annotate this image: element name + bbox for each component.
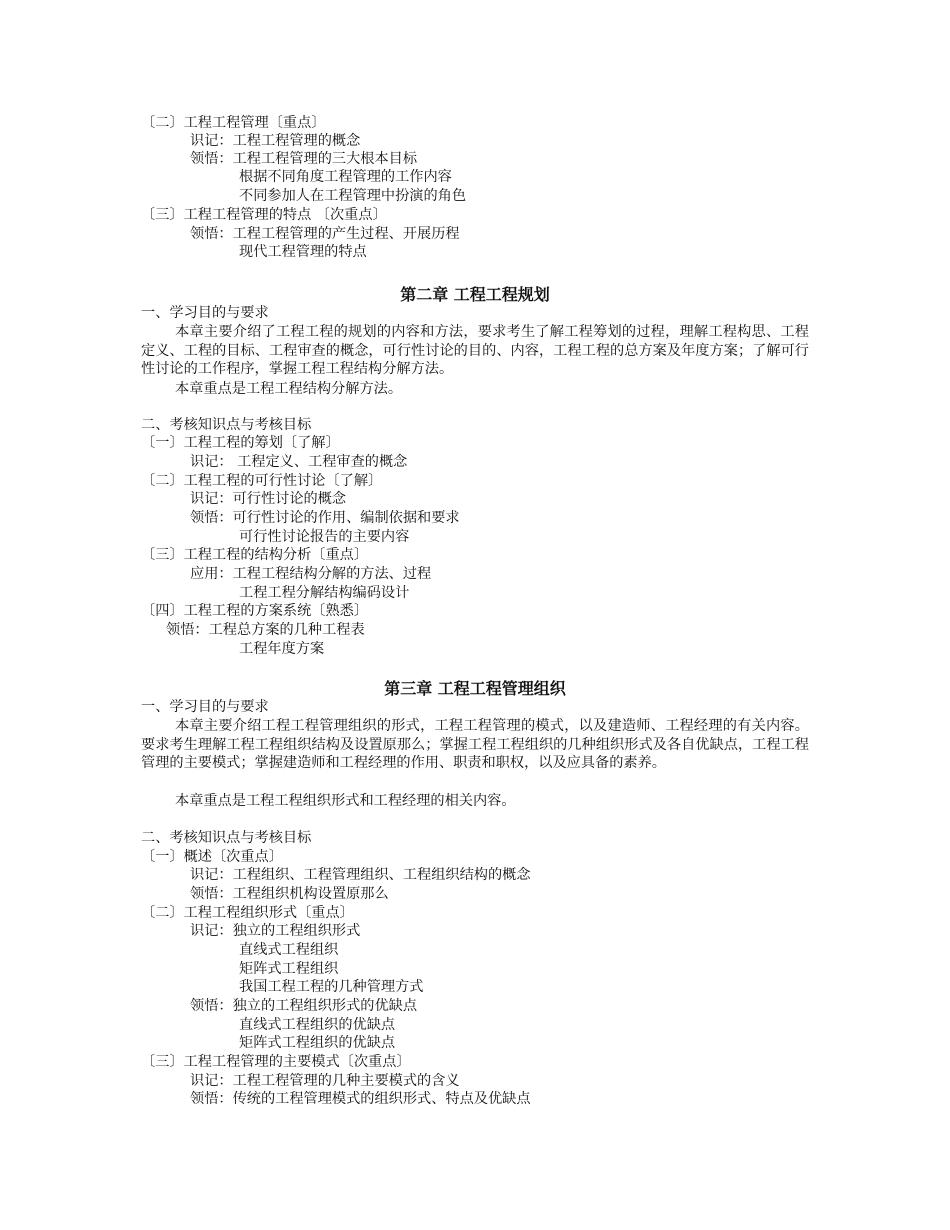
text-line: 识记：工程工程管理的几种主要模式的含义: [190, 1073, 460, 1089]
subheading: 一、学习目的与要求: [141, 699, 269, 715]
section-title: 〔三〕工程工程的结构分析〔重点〕: [141, 547, 369, 563]
focus-line: 本章重点是工程工程组织形式和工程经理的相关内容。: [175, 793, 516, 809]
chapter-title: 第三章 工程工程管理组织: [384, 679, 566, 698]
text-line: 工程工程分解结构编码设计: [239, 585, 410, 601]
text-line: 领悟：独立的工程组织形式的优缺点: [190, 998, 418, 1014]
subheading: 二、考核知识点与考核目标: [141, 830, 312, 846]
section-title: 〔四〕工程工程的方案系统〔熟悉〕: [141, 603, 369, 619]
paragraph: 本章主要介绍工程工程管理组织的形式，工程工程管理的模式，以及建造师、工程经理的有关内容。要求考生理解工程工程组织结构及设置原那么；掌握工程工程组织的几种组织形式及各自优缺点，工程工程管理的主要模式；掌握建造师和工程经理的作用、职责和职权，以及应具备的素养。: [141, 718, 809, 771]
section-title: 〔三〕工程工程管理的特点 〔次重点〕: [141, 207, 387, 223]
chapter-title: 第二章 工程工程规划: [400, 285, 550, 304]
text-line: 不同参加人在工程管理中扮演的角色: [239, 188, 467, 204]
text-line: 应用：工程工程结构分解的方法、过程: [190, 566, 432, 582]
text-line: 直线式工程组织: [239, 942, 339, 958]
paragraph: 本章主要介绍了工程工程的规划的内容和方法，要求考生了解工程筹划的过程，理解工程构思、工程定义、工程的目标、工程审查的概念，可行性讨论的目的、内容，工程工程的总方案及年度方案；了解可行性讨论的工作程序，掌握工程工程结构分解方法。: [141, 324, 809, 377]
section-title: 〔一〕工程工程的筹划〔了解〕: [141, 435, 340, 451]
text-line: 领悟：工程总方案的几种工程表: [166, 622, 365, 638]
text-line: 矩阵式工程组织: [239, 961, 339, 977]
text-line: 我国工程工程的几种管理方式: [239, 979, 424, 995]
text-line: 领悟：传统的工程管理模式的组织形式、特点及优缺点: [190, 1091, 531, 1107]
section-title: 〔二〕工程工程的可行性讨论〔了解〕: [141, 473, 383, 489]
text-line: 矩阵式工程组织的优缺点: [239, 1035, 396, 1051]
section-title: 〔二〕工程工程组织形式〔重点〕: [141, 905, 354, 921]
text-line: 领悟：工程组织机构设置原那么: [190, 886, 389, 902]
text-line: 识记： 工程定义、工程审查的概念: [190, 454, 408, 470]
text-line: 识记：可行性讨论的概念: [190, 491, 347, 507]
text-line: 直线式工程组织的优缺点: [239, 1017, 396, 1033]
section-title: 〔三〕工程工程管理的主要模式〔次重点〕: [141, 1054, 411, 1070]
text-line: 工程年度方案: [239, 641, 325, 657]
text-line: 现代工程管理的特点: [239, 244, 367, 260]
focus-line: 本章重点是工程工程结构分解方法。: [175, 381, 403, 397]
text-line: 识记：独立的工程组织形式: [190, 923, 361, 939]
text-line: 领悟：工程工程管理的三大根本目标: [190, 151, 418, 167]
text-line: 领悟：工程工程管理的产生过程、开展历程: [190, 226, 460, 242]
section-title: 〔二〕工程工程管理〔重点〕: [141, 115, 326, 131]
text-line: 领悟：可行性讨论的作用、编制依据和要求: [190, 510, 460, 526]
subheading: 二、考核知识点与考核目标: [141, 417, 312, 433]
section-title: 〔一〕概述〔次重点〕: [141, 849, 283, 865]
text-line: 识记：工程工程管理的概念: [190, 133, 361, 149]
subheading: 一、学习目的与要求: [141, 305, 269, 321]
text-line: 根据不同角度工程管理的工作内容: [239, 169, 452, 185]
text-line: 识记：工程组织、工程管理组织、工程组织结构的概念: [190, 867, 531, 883]
text-line: 可行性讨论报告的主要内容: [239, 529, 410, 545]
